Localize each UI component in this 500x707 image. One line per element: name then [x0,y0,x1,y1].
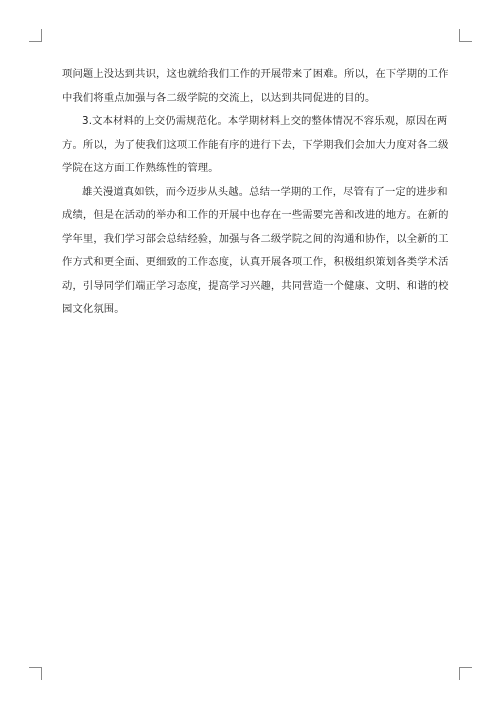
text-line: 动，引导同学们端正学习态度，提高学习兴趣，共同营造一个健康、文明、和谐的校 [62,279,449,292]
bottom-right-corner-mark [459,667,472,680]
text-line: 项问题上没达到共识，这也就给我们工作的开展带来了困难。所以，在下学期的工作 [62,68,449,80]
top-left-corner-mark [29,29,42,42]
top-right-corner-mark [459,29,472,42]
bottom-left-corner-mark [29,667,42,680]
body-text [62,63,449,322]
text-line: 中我们将重点加强与各二级学院的交流上，以达到共同促进的目的。 [62,91,376,104]
text-line: 学院在这方面工作熟练性的管理。 [62,162,219,174]
text-line: 学年里，我们学习部会总结经验，加强与各二级学院之间的沟通和协作，以全新的工 [62,232,449,245]
text-line: 成绩，但是在活动的举办和工作的开展中也存在一些需要完善和改进的地方。在新的 [62,209,449,221]
text-line: 方。所以，为了使我们这项工作能有序的进行下去，下学期我们会加大力度对各二级 [62,138,449,151]
text-line: 3.文本材料的上交仍需规范化。本学期材料上交的整体情况不容乐观，原因在两 [82,115,448,127]
text-line: 雄关漫道真如铁，而今迈步从头越。总结一学期的工作，尽管有了一定的进步和 [82,185,448,198]
text-line: 园文化氛围。 [62,303,125,315]
text-line: 作方式和更全面、更细致的工作态度，认真开展各项工作，积极组织策划各类学术活 [62,256,449,268]
